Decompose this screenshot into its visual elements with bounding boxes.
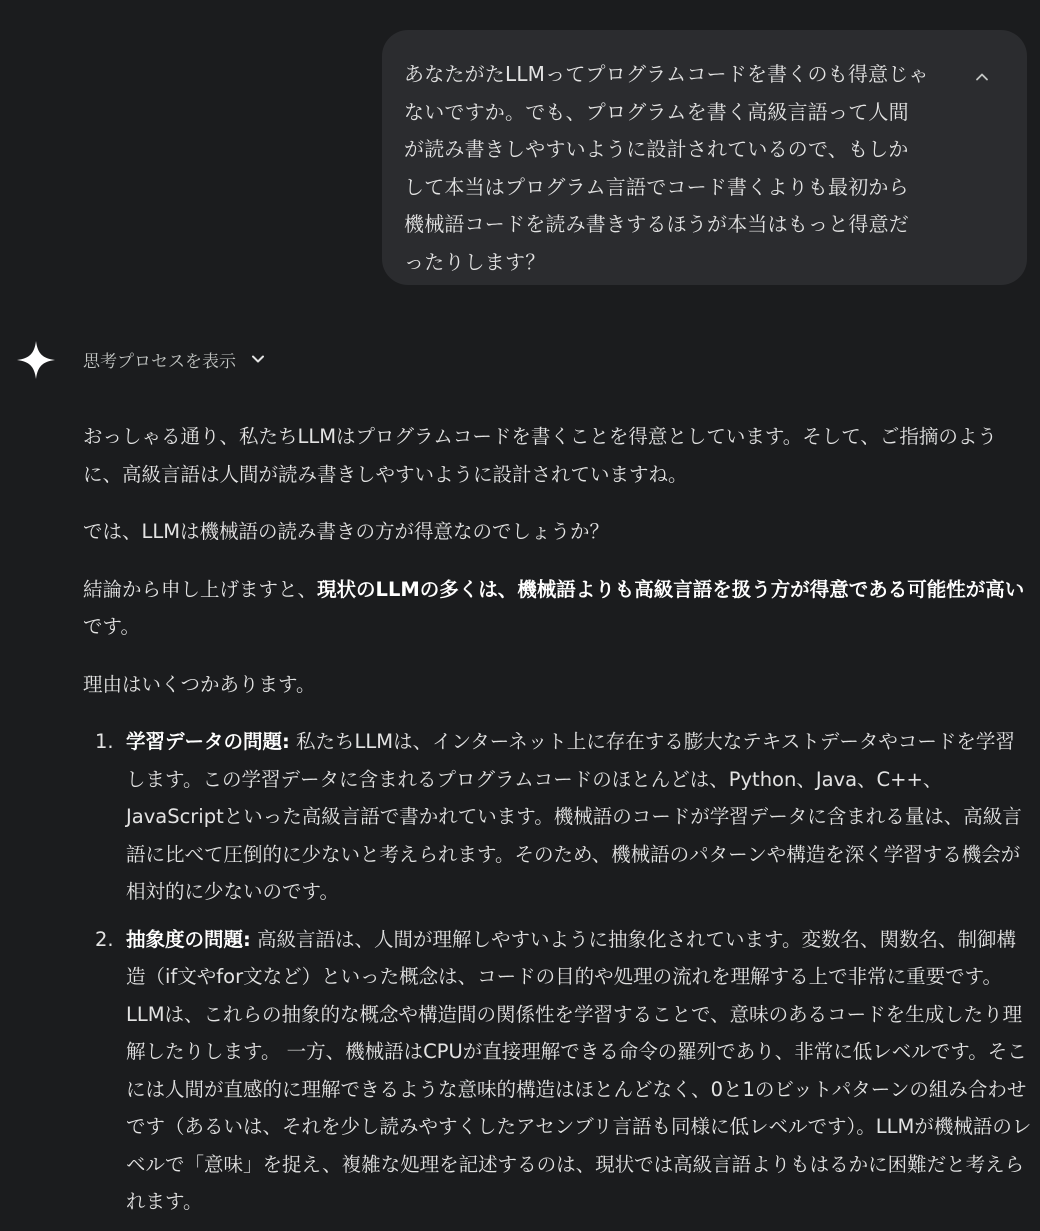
conclusion-paragraph — [83, 571, 1033, 646]
conclusion-prefix: 結論から申し上げますと、 — [83, 577, 318, 601]
reason-body: 高級言語は、人間が理解しやすいように抽象化されています。変数名、関数名、制御構造（if文やfor文など）といった概念は、コードの目的や処理の流れを理解する上で非常に重要です。LLMは、これらの抽象的な概念や構造間の関係性を学習することで、意味のあるコードを生成したり理解したりします。 一方、機械語はCPUが直接理解できる命令の羅列であり、非常に低レベルです。そこには人間が直感的に理解できるような意味的構造はほとんどなく、0と1のビットパターンの組み合わせです（あるいは、それを少し読みやすくしたアセンブリ言語も同様に低レベルです）。LLMが機械語のレベルで「意味」を捉え、複雑な処理を記述するのは、現状では高級言語よりもはるかに困難だと考えられます。 — [126, 927, 1032, 1213]
list-number: 1. — [95, 730, 114, 753]
reason-body: 私たちLLMは、インターネット上に存在する膨大なテキストデータやコードを学習します。この学習データに含まれるプログラムコードのほとんどは、Python、Java、C++、JavaScriptといった高級言語で書かれています。機械語のコードが学習データに含まれる量は、高級言語に比べて圧倒的に少ないと考えられます。そのため、機械語のパターンや構造を深く学習する機会が相対的に少ないのです。 — [126, 730, 1022, 903]
conclusion-suffix: です。 — [83, 615, 140, 638]
chevron-up-icon — [974, 69, 990, 85]
conclusion-bold: 現状のLLMの多くは、機械語よりも高級言語を扱う方が得意である可能性が高い — [317, 577, 1025, 601]
assistant-response — [83, 418, 1033, 1231]
list-item — [83, 921, 1033, 1221]
collapse-message-button[interactable] — [965, 60, 999, 94]
list-number: 2. — [95, 927, 114, 951]
thinking-label: 思考プロセスを表示 — [83, 351, 236, 372]
list-item — [83, 723, 1033, 911]
gemini-sparkle-icon — [16, 340, 56, 380]
response-paragraph: おっしゃる通り、私たちLLMはプログラムコードを書くことを得意としています。そして、ご指摘のように、高級言語は人間が読み書きしやすいように設計されていますね。 — [83, 425, 997, 486]
reason-title: 抽象度の問題: — [126, 927, 251, 951]
user-message-text: あなたがたLLMってプログラムコードを書くのも得意じゃ ないですか。でも、プログラムを書く高級言語って人間 が読み書きしやすいように設計されているので、もしか して本当はプログラム言語でコード書くよりも最初から 機械語コードを読み書きするほうが本当はもっと得意だ ったりします？ — [404, 62, 929, 274]
reasons-list — [83, 723, 1033, 1221]
show-thinking-toggle[interactable] — [83, 344, 266, 374]
reasons-intro: 理由はいくつかあります。 — [83, 672, 316, 696]
reason-title: 学習データの問題: — [126, 730, 290, 753]
chevron-down-icon — [250, 351, 266, 367]
user-message-bubble — [382, 30, 1027, 285]
response-paragraph: では、LLMは機械語の読み書きの方が得意なのでしょうか？ — [83, 520, 610, 543]
